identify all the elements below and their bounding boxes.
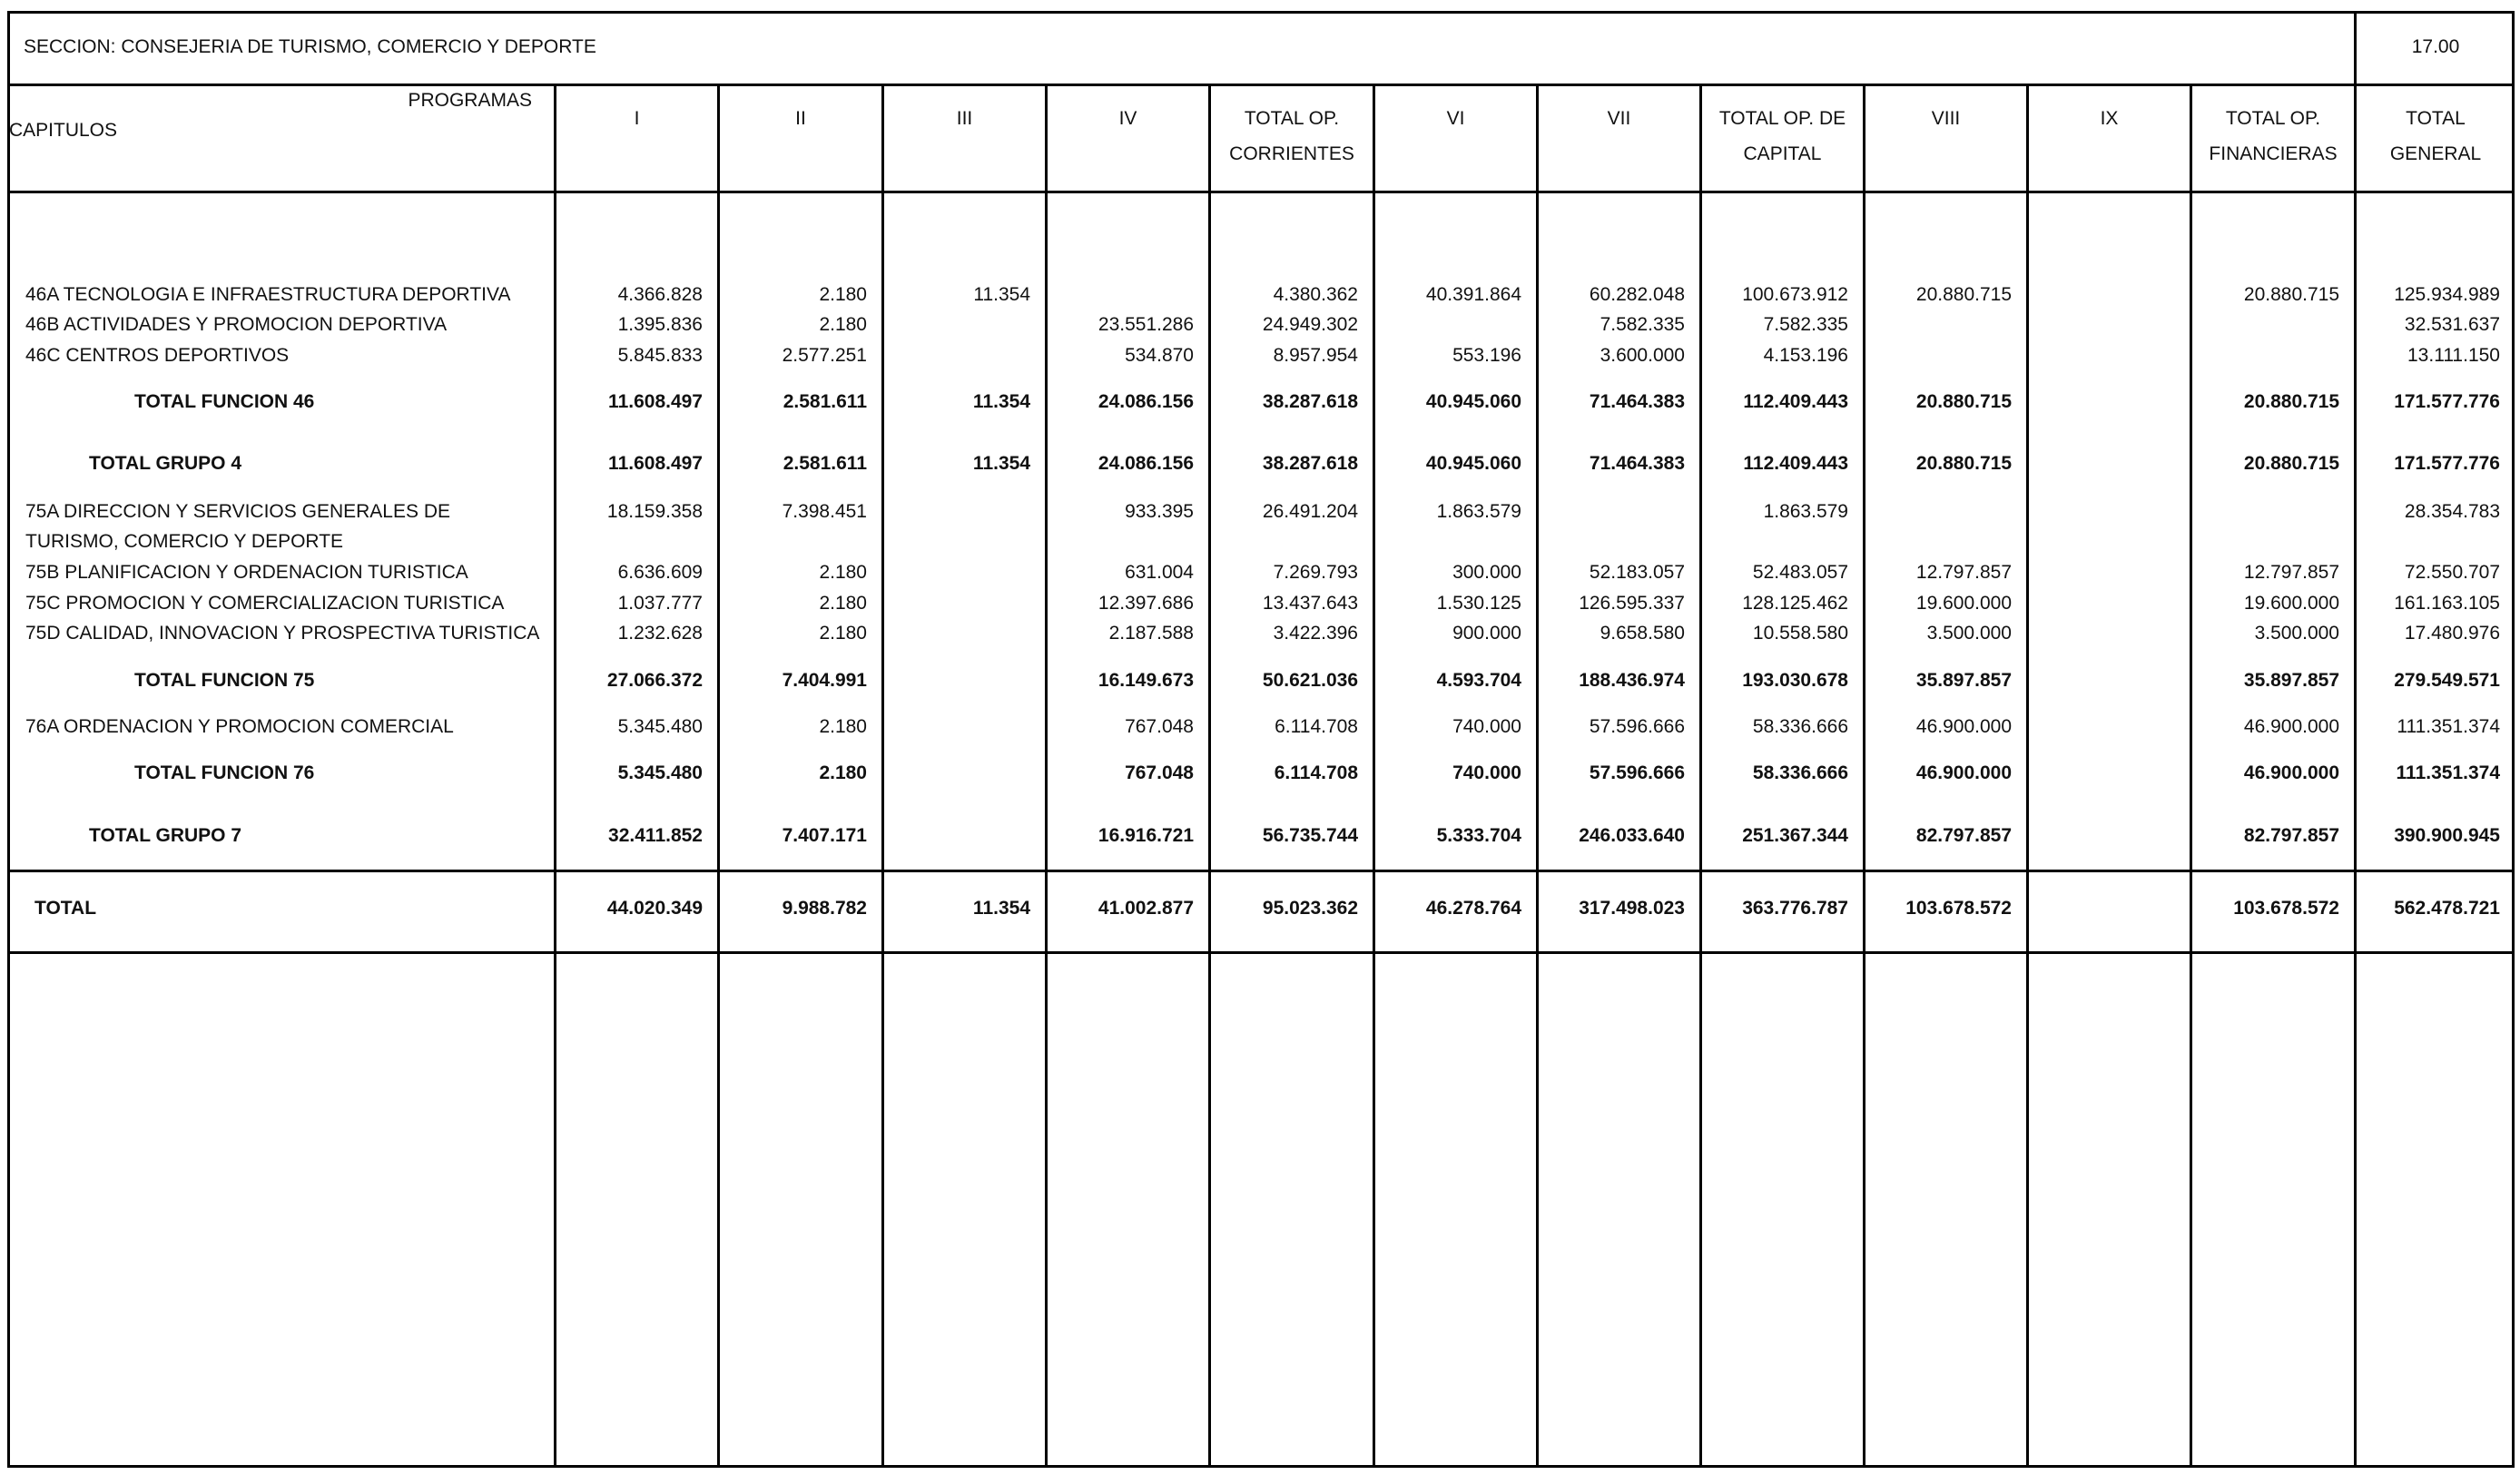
cell-value: 19.600.000: [2243, 593, 2339, 614]
cell-value: 6.636.609: [617, 562, 703, 583]
cell-value: 740.000: [1452, 716, 1521, 737]
total-top-border: [7, 870, 2515, 872]
cell-value: 4.380.362: [1273, 284, 1358, 305]
column-header: I: [634, 108, 640, 129]
cell-value: 35.897.857: [2243, 670, 2339, 691]
column-header: GENERAL: [2389, 143, 2482, 164]
cell-value: 12.797.857: [2243, 562, 2339, 583]
row-label: TURISMO, COMERCIO Y DEPORTE: [25, 531, 344, 552]
cell-value: 46.900.000: [1915, 762, 2012, 783]
cell-value: 24.949.302: [1262, 314, 1358, 335]
cell-value: 390.900.945: [2394, 825, 2500, 846]
cell-value: 2.180: [819, 314, 867, 335]
cell-value: 5.345.480: [617, 716, 703, 737]
total-bottom-border: [7, 951, 2515, 954]
row-label: TOTAL FUNCION 46: [134, 391, 315, 412]
row-label: 75B PLANIFICACION Y ORDENACION TURISTICA: [25, 562, 468, 583]
cell-value: 82.797.857: [2243, 825, 2339, 846]
cell-value: 767.048: [1125, 716, 1194, 737]
cell-value: 17.480.976: [2404, 623, 2500, 644]
cell-value: 16.916.721: [1098, 825, 1194, 846]
total-value: 317.498.023: [1579, 898, 1685, 919]
row-label: TOTAL GRUPO 4: [89, 453, 242, 474]
cell-value: 16.149.673: [1098, 670, 1194, 691]
cell-value: 300.000: [1452, 562, 1521, 583]
section-code: 17.00: [2411, 36, 2460, 57]
cell-value: 112.409.443: [1743, 453, 1848, 474]
column-header: VII: [1607, 108, 1631, 129]
column-header-divider: [7, 191, 2515, 193]
cell-value: 24.086.156: [1098, 391, 1194, 412]
cell-value: 2.180: [819, 762, 867, 783]
cell-value: 11.354: [972, 453, 1030, 474]
cell-value: 7.398.451: [782, 501, 867, 522]
column-header: TOTAL OP. DE: [1718, 108, 1846, 129]
cell-value: 5.333.704: [1436, 825, 1521, 846]
column-header: FINANCIERAS: [2209, 143, 2338, 164]
cell-value: 3.500.000: [1926, 623, 2012, 644]
cell-value: 5.345.480: [617, 762, 703, 783]
cell-value: 2.577.251: [782, 345, 867, 366]
cell-value: 2.180: [819, 593, 867, 614]
cell-value: 40.945.060: [1425, 391, 1521, 412]
cell-value: 9.658.580: [1600, 623, 1685, 644]
cell-value: 1.530.125: [1436, 593, 1521, 614]
cell-value: 2.581.611: [783, 453, 867, 474]
cell-value: 7.407.171: [782, 825, 867, 846]
cell-value: 4.153.196: [1763, 345, 1848, 366]
cell-value: 125.934.989: [2394, 284, 2500, 305]
column-header: VIII: [1931, 108, 1961, 129]
cell-value: 2.180: [819, 716, 867, 737]
total-value: 103.678.572: [2233, 898, 2339, 919]
cell-value: 19.600.000: [1915, 593, 2012, 614]
cell-value: 2.180: [819, 623, 867, 644]
total-value: 9.988.782: [782, 898, 867, 919]
cell-value: 933.395: [1125, 501, 1194, 522]
column-header: CORRIENTES: [1229, 143, 1354, 164]
cell-value: 631.004: [1125, 562, 1194, 583]
cell-value: 58.336.666: [1752, 716, 1848, 737]
cell-value: 246.033.640: [1579, 825, 1685, 846]
table-bottom-border: [7, 1465, 2515, 1468]
column-divider: [2026, 84, 2029, 1468]
column-header: IX: [2100, 108, 2119, 129]
cell-value: 900.000: [1452, 623, 1521, 644]
cell-value: 20.880.715: [1915, 391, 2012, 412]
cell-value: 7.582.335: [1600, 314, 1685, 335]
cell-value: 20.880.715: [2243, 453, 2339, 474]
cell-value: 20.880.715: [1915, 453, 2012, 474]
cell-value: 10.558.580: [1752, 623, 1848, 644]
row-label: 46A TECNOLOGIA E INFRAESTRUCTURA DEPORTIVA: [25, 284, 511, 305]
section-title: SECCION: CONSEJERIA DE TURISMO, COMERCIO Y DEPORTE: [24, 36, 596, 57]
cell-value: 46.900.000: [2243, 716, 2339, 737]
cell-value: 534.870: [1125, 345, 1194, 366]
cell-value: 46.900.000: [2243, 762, 2339, 783]
cell-value: 251.367.344: [1742, 825, 1848, 846]
cell-value: 60.282.048: [1589, 284, 1685, 305]
cell-value: 7.404.991: [782, 670, 867, 691]
cell-value: 100.673.912: [1742, 284, 1848, 305]
cell-value: 1.395.836: [617, 314, 703, 335]
cell-value: 52.183.057: [1589, 562, 1685, 583]
column-header: II: [795, 108, 806, 129]
cell-value: 111.351.374: [2396, 762, 2500, 783]
cell-value: 5.845.833: [617, 345, 703, 366]
row-label: 76A ORDENACION Y PROMOCION COMERCIAL: [25, 716, 454, 737]
cell-value: 2.180: [819, 284, 867, 305]
total-label: TOTAL: [34, 898, 97, 919]
cell-value: 3.500.000: [2254, 623, 2339, 644]
total-value: 44.020.349: [606, 898, 703, 919]
cell-value: 71.464.383: [1589, 453, 1685, 474]
cell-value: 26.491.204: [1262, 501, 1358, 522]
table-top-border: [7, 11, 2515, 14]
cell-value: 56.735.744: [1262, 825, 1358, 846]
cell-value: 40.945.060: [1425, 453, 1521, 474]
cell-value: 35.897.857: [1915, 670, 2012, 691]
total-value: 562.478.721: [2394, 898, 2500, 919]
cell-value: 188.436.974: [1579, 670, 1685, 691]
table-right-border: [2512, 11, 2515, 1468]
cell-value: 279.549.571: [2394, 670, 2500, 691]
cell-value: 3.422.396: [1273, 623, 1358, 644]
cell-value: 13.111.150: [2407, 345, 2500, 366]
cell-value: 18.159.358: [606, 501, 703, 522]
cell-value: 11.608.497: [608, 391, 703, 412]
total-value: 41.002.877: [1098, 898, 1194, 919]
cell-value: 6.114.708: [1275, 716, 1358, 737]
column-header: IV: [1118, 108, 1137, 129]
cell-value: 1.037.777: [617, 593, 703, 614]
cell-value: 7.582.335: [1763, 314, 1848, 335]
cell-value: 38.287.618: [1262, 453, 1358, 474]
cell-value: 4.593.704: [1436, 670, 1521, 691]
total-value: 95.023.362: [1262, 898, 1358, 919]
cell-value: 4.366.828: [617, 284, 703, 305]
cell-value: 57.596.666: [1589, 716, 1685, 737]
cell-value: 82.797.857: [1915, 825, 2012, 846]
row-label: TOTAL FUNCION 75: [134, 670, 315, 691]
capitulos-label: CAPITULOS: [9, 120, 118, 141]
cell-value: 553.196: [1452, 345, 1521, 366]
header-divider: [7, 84, 2515, 86]
cell-value: 112.409.443: [1743, 391, 1848, 412]
cell-value: 7.269.793: [1273, 562, 1358, 583]
cell-value: 171.577.776: [2394, 453, 2500, 474]
cell-value: 1.232.628: [617, 623, 703, 644]
cell-value: 50.621.036: [1262, 670, 1358, 691]
column-header: TOTAL OP.: [2225, 108, 2321, 129]
cell-value: 2.187.588: [1108, 623, 1194, 644]
cell-value: 23.551.286: [1098, 314, 1194, 335]
cell-value: 767.048: [1125, 762, 1194, 783]
cell-value: 171.577.776: [2394, 391, 2500, 412]
cell-value: 740.000: [1452, 762, 1521, 783]
cell-value: 2.180: [819, 562, 867, 583]
cell-value: 58.336.666: [1752, 762, 1848, 783]
cell-value: 32.531.637: [2404, 314, 2500, 335]
cell-value: 3.600.000: [1600, 345, 1685, 366]
row-label: 46C CENTROS DEPORTIVOS: [25, 345, 290, 366]
cell-value: 24.086.156: [1098, 453, 1194, 474]
total-value: 363.776.787: [1742, 898, 1848, 919]
cell-value: 38.287.618: [1262, 391, 1358, 412]
cell-value: 193.030.678: [1742, 670, 1848, 691]
cell-value: 20.880.715: [1915, 284, 2012, 305]
row-label: TOTAL GRUPO 7: [89, 825, 242, 846]
column-header: TOTAL OP.: [1244, 108, 1340, 129]
cell-value: 57.596.666: [1589, 762, 1685, 783]
cell-value: 6.114.708: [1274, 762, 1358, 783]
row-label: 75D CALIDAD, INNOVACION Y PROSPECTIVA TURISTICA: [25, 623, 540, 644]
cell-value: 126.595.337: [1579, 593, 1685, 614]
cell-value: 13.437.643: [1262, 593, 1358, 614]
cell-value: 40.391.864: [1425, 284, 1521, 305]
total-value: 11.354: [972, 898, 1030, 919]
cell-value: 12.797.857: [1915, 562, 2012, 583]
cell-value: 1.863.579: [1763, 501, 1848, 522]
cell-value: 8.957.954: [1273, 345, 1358, 366]
cell-value: 11.608.497: [608, 453, 703, 474]
cell-value: 71.464.383: [1589, 391, 1685, 412]
row-label: TOTAL FUNCION 76: [134, 762, 315, 783]
cell-value: 128.125.462: [1742, 593, 1848, 614]
table-left-border: [7, 11, 10, 1468]
cell-value: 12.397.686: [1098, 593, 1194, 614]
cell-value: 52.483.057: [1752, 562, 1848, 583]
cell-value: 20.880.715: [2243, 284, 2339, 305]
cell-value: 2.581.611: [783, 391, 867, 412]
programas-label: PROGRAMAS: [408, 90, 532, 111]
cell-value: 46.900.000: [1915, 716, 2012, 737]
row-label: 75C PROMOCION Y COMERCIALIZACION TURISTICA: [25, 593, 505, 614]
column-header: TOTAL: [2406, 108, 2466, 129]
cell-value: 1.863.579: [1436, 501, 1521, 522]
row-label: 75A DIRECCION Y SERVICIOS GENERALES DE: [25, 501, 450, 522]
total-value: 46.278.764: [1425, 898, 1521, 919]
cell-value: 11.354: [973, 284, 1030, 305]
column-header: VI: [1446, 108, 1465, 129]
row-label: 46B ACTIVIDADES Y PROMOCION DEPORTIVA: [25, 314, 448, 335]
cell-value: 27.066.372: [606, 670, 703, 691]
cell-value: 11.354: [972, 391, 1030, 412]
cell-value: 20.880.715: [2243, 391, 2339, 412]
column-header: CAPITAL: [1743, 143, 1822, 164]
cell-value: 111.351.374: [2397, 716, 2500, 737]
cell-value: 72.550.707: [2404, 562, 2500, 583]
cell-value: 32.411.852: [608, 825, 703, 846]
cell-value: 161.163.105: [2394, 593, 2500, 614]
total-value: 103.678.572: [1905, 898, 2012, 919]
cell-value: 28.354.783: [2404, 501, 2500, 522]
column-header: III: [956, 108, 973, 129]
